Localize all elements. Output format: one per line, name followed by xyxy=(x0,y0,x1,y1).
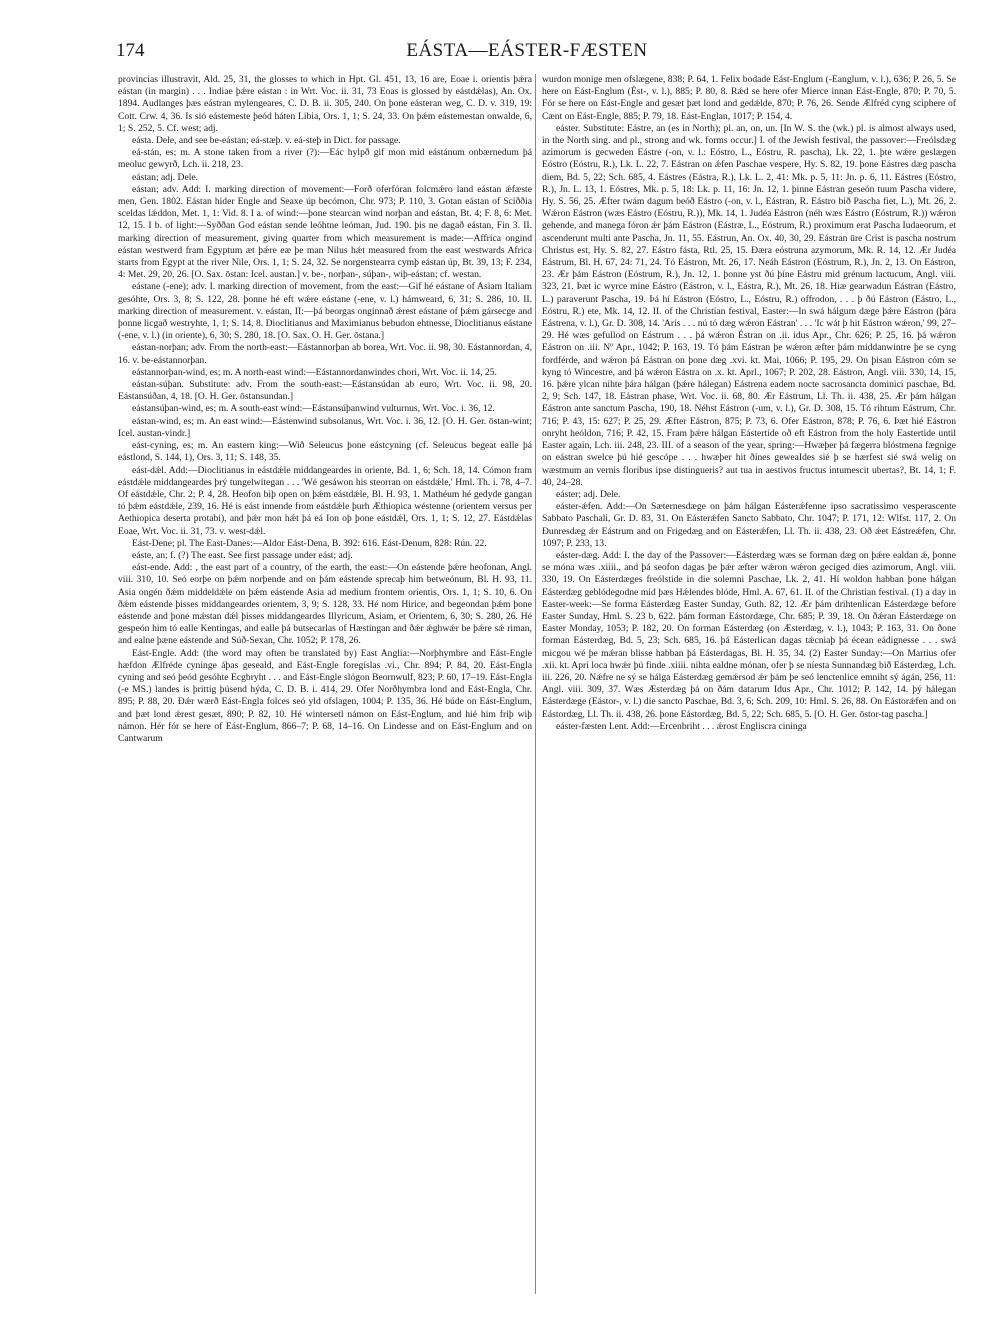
right-column xyxy=(542,74,956,1294)
entry-paragraph: eástan-súþan. Substitute: adv. From the south-east:—Eástansúdan ab euro, Wrt. Voc. ii. 98, 20. Eástansúðan, 4, 18. [O. H. Ger. ōstansundan.] xyxy=(118,379,532,403)
entry-paragraph: eástan-norþan; adv. From the north-east:—Eástannorþan ab borea, Wrt. Voc. ii. 98, 30. Eástannordan, 4, 16. v. be-eástannorþan. xyxy=(118,342,532,366)
entry-paragraph: eáster; adj. Dele. xyxy=(556,488,621,500)
entry-paragraph: Eást-Engle. Add: (the word may often be translated by) East Anglia:—Norþhymbre and Eást-Engle hæfdon Ælfréde cyninge áþas geseald, and Eást-Engle foregíslas .vi., Chr. 894; P. 84, 20. Eást-Engla cyning and seó þeód gesóhte Ecgbryht . . . and Eást-Engle slógon Beornwulf, 823; P. 60, 17–19. Eást-Engla (-e MS.) landes is þrittig þúsend hýda, C. D. B. i. 414, 29. Ofer Norðhymbra lond and Eást-Engla, Chr. 895; P. 88, 20. Ðǽr wærð Eást-Engla folces seó yld ofslagen, 1004; P. 135, 36. Hé búde on Eást-Englum, and þæt lond ǽrest gesæt, 890; P. 82, 10. Hé wintersetl námon on Eást-Englum, and hié him friþ wiþ námon. Hér fór se here of Eást-Englum, 866–7; P. 68, 14–16. On Lindesse and on Eást-Englum and on Cantwarum xyxy=(118,647,532,744)
entry-paragraph: eáster-fæsten Lent. Add:—Ercenbriht . . . ǽrost Engliscra cininga xyxy=(556,720,807,732)
entry-paragraph: eásta. Dele, and see be-eástan; eá-stæþ. v. eá-steþ in Dict. for passage. xyxy=(132,135,401,147)
entry-paragraph: wurdon monige men ofslægene, 838; P. 64, 1. Felix bodade Eást-Englum (-Eanglum, v. l.), 636; P. 26, 5. Se here on Eást-Englum (Ést-, v. l.), 885; P. 80, 8. Rǽd se here ofer Mierce innan Eást-Engle, 870; P. 70, 5. Fór se here on Eást-Engle and gesæt þæt lond and gedǽlde, 870; P. 76, 26. Sende Ælfréd cyng sciphere of Cænt on Eást-Engle, 885; P. 79, 18. Eást-Englan, 1017; P. 154, 4. xyxy=(542,74,956,122)
entry-paragraph: eástannorþan-wind, es; m. A north-east wind:—Eástannordanwindes chori, Wrt. Voc. ii. 14, 25. xyxy=(132,366,497,378)
entry-paragraph: eástan; adj. Dele. xyxy=(132,171,199,183)
entry-paragraph: eást-ende. Add: , the east part of a country, of the earth, the east:—On eástende þǽre heofonan, Angl. viii. 310, 10. Seó eorþe on þǽm norþende and on þám eástende sprecaþ him betweónum, Bl. H. 93, 11. Asia ongén ðǽm middeldǽle on þǽm eástende Asia ad medium frontem orientis, Ors. 1, 1; S. 10, 6. On ðǽm eástende þisses middangeardes orientem, 3, 9; S. 128, 33. Hé nom Hirice, and begeondan þǽm þone eástende and þone mǽstan dǽl þisses middangeardes Illyricum, Asiam, et Orientem, 6, 30; S. 280, 26. Hé gespeón him tó ealle Kentingas, and ealle þá butsecarlas of Hæstingan and ðǽr ǽghwǽr be þǽre sǽ riman, and ealne þæne eástende and Súð-Sexan, Chr. 1052; P. 178, 26. xyxy=(118,562,532,647)
entry-paragraph: eáster-ǽfen. Add:—On Sæternesdæge on þám hálgan Eásterǽfenne ipso sacratissimo vesperascente Sabbato Paschali, Gr. D. 83, 31. On Eásterǽfen Sancto Sabbato, Chr. 1047; P. 171, 12: Wlfst. 117, 2. On Đunresdæg ǽr Eástrum and on Frigedæg and on Eásterǽfen, Ll. Th. ii. 438, 23. Oð ǽet Eástreǽfen, Chr. 1097; P. 233, 13. xyxy=(542,501,956,549)
entry-paragraph: eástan-wind, es; m. An east wind:—Eástenwind subsolanus, Wrt. Voc. i. 36, 12. [O. H. Ger. ōstan-wint; Icel. austan-vindr.] xyxy=(118,415,532,439)
running-head xyxy=(112,40,942,66)
entry-paragraph: eást-cyning, es; m. An eastern king:—Wið Seleucus þone eástcyning (cf. Seleucus begeat ealle þá eástlond, S. 144, 1), Ors. 3, 11; S. 148, 35. xyxy=(118,440,532,464)
entry-paragraph: eáste, an; f. (?) The east. See first passage under eást; adj. xyxy=(132,549,353,561)
entry-paragraph: eástan; adv. Add: I. marking direction of movement:—Forð oferfóran folcmǽro land eástan ǽfæste men, Gen. 1802. Eástan hider Engle and Seaxe úp becómon, Chr. 973; P. 110, 3. Gotan eástan of Scíððia sceldas lǽddon, Met. 1, 1: Vid. 8. I a. of wind:—þone stearcan wind norþan and eástan, Bt. 4; F. 8, 6: Met. 12, 15. I b. of light:—Syððan God eástan sende leóhtne leóman, Jud. 190. þis ne dagað eástan, Fin 3. II. marking direction of measurement, giving quarter from which measurement is made:—Affrica ongind eástan westwerd fram Egyptum æt þǽre eæ þe man Nilus hǽt measured from the east westwards Africa starts from Egypt at the river Nile, Ors. 1, 1; S. 24, 32. Se norgenstearra cymþ eástan úp, Bt. 39, 13; F. 234, 4: Met. 29, 20, 26. [O. Sax. ōstan: Icel. austan.] v. be-, norþan-, súþan-, wiþ-eástan; cf. westan. xyxy=(118,183,532,281)
page-number: 174 xyxy=(116,40,145,61)
entry-paragraph: eáster-dæg. Add: I. the day of the Passover:—Eásterdæg wæs se forman dæg on þǽre ealdan ǽ, þonne se móna wæs .xiiii., and þá seofon dagas þe þǽr æfter wǽron wǽron geciged dies azimorum, Angl. viii. 330, 19. On Eásterdæges freólstíde in die solemni Paschae, Lk. 2, 41. Hí woldon habban þone hálgan Eásterdæg geblódegodne mid þæs Hǽlendes blóde, Hml. A. 67, 61. II. of the Christian festival. (1) a day in Easter-week:—Se forma Eásterdæg Easter Sunday, Guth. 82, 12. Ær þám drihtenlican Eásterdæge before Easter Sunday, Hml. S. 23 b, 622. þám forman Eástordæge, Chr. 685; P. 39, 18. On ðǽran Eásterdæge on Easter Monday, 1053; P. 182, 20. On forman Eásterdæg (on Æsterdæg, v. l.), 1043; P. 163, 31. On ðone forman Eásterdæg, Bd. 5, 23; Sch. 685, 16. þá Eásterlican dagas tǽcniaþ þá écean eádignesse . . . swá micgou wé þe mǽran blisse habban þá Eásterdagas, Bl. H. 35, 34. (2) Easter Sunday:—On Martius ofer .xii. kt. Apri loca hwǽr þú finde .xiiii. nihta ealdne mónan, ofer þ se níesta Sunnandæg bið Eásterdæg, Lch. iii. 226, 20. Nǽfre ne sý se hálga Eásterdæg gemǽrsod ǽr þám þe seó lenctenlice emniht sý ágán, 256, 11: Angl. viii. 309, 37. Wæs Æsterdæg þá on ðám datarum Idus Apr., Chr. 1012; P. 142, 14. þý hálegan Eásterdæge (Eástor-, v. l.) die sancto Paschae, Bd. 3, 6; Sch. 209, 10: Hml. S. 26, 88. On Eástorǽfen and on Eástordæg, Ll. Th. ii. 438, 26. þone Eástordæg, Bd. 5, 22; Sch. 685, 5. [O. H. Ger. ōstor-tag pascha.] xyxy=(542,549,956,720)
entry-paragraph: Eást-Dene; pl. The East-Danes:—Aldor Eást-Dena, B. 392: 616. Eást-Denum, 828: Rún. 22. xyxy=(132,537,487,549)
page-title: EÁSTA—EÁSTER-FÆSTEN xyxy=(406,40,648,61)
entry-paragraph: eá-stán, es; m. A stone taken from a river (?):—Eác hylpð gif mon mid eástánum onbærnedum þá meoluc gewyrð, Lch. ii. 218, 23. xyxy=(118,147,532,171)
entry-paragraph: eástansúþan-wind, es; m. A south-east wind:—Eástansúþanwind vulturnus, Wrt. Voc. i. 36, 12. xyxy=(132,403,495,415)
left-column xyxy=(118,74,532,1294)
entry-paragraph: eást-dǽl. Add:—Dioclitianus in eástdǽle middangeardes in oriente, Bd. 1, 6; Sch. 18, 14. Cómon fram eástdǽle middangeardes þrý tungelwítegan . . . 'Wé gesáwon his steorran on eástdǽle,' Hml. Th. i. 78, 4–7. Of eástdǽle, Chr. 2; P. 4, 28. Heofon biþ open on þǽm eástdǽle, Bl. H. 93, 1. Mathéum hé gedyde gangan tó þǽm eástdǽle, 239, 16. Hé is eást innende from eástdǽle þurh Æthiopica wéstenne (orientem versus per Aethiopica deserta protabi), and þǽr mon hǽt þá eá Ion oþ þone eástdǽl, Ors. 1, 1; S. 12, 27. Eástdǽlas Eoae, Wrt. Voc. ii. 31, 73. v. west-dǽl. xyxy=(118,464,532,537)
entry-paragraph: eástane (-ene); adv. I. marking direction of movement, from the east:—Gif hé eástane of Asiam Italiam gesóhte, Ors. 3, 8; S. 122, 28. þonne hé eft wǽre eástane (-ene, v. l.) hámweard, 6, 31; S. 286, 10. II. marking direction of measurement. v. eástan, II:—þá beorgas onginnað ǽrest eástane of þǽm gársecge and þonne licgað westryhte, 1, 1; S. 14, 8. Dioclitianus and Maximianus bebudon ehtnesse, Dioclitianus eástane (-ene, v. l.) (in oriente), 6, 30; S. 280, 18. [O. Sax. O. H. Ger. ōstana.] xyxy=(118,281,532,342)
entry-paragraph: provincias illustravit, Ald. 25, 31, the glosses to which in Hpt. Gl. 451, 13, 16 are, Eoae i. orientis þǽra eástan (in margin) . . . Indiae þǽre eástan : in Wrt. Voc. ii. 31, 73 Eoas is glossed by eástdǽlas), An. Ox. 1894. Audlanges þæs eástran mylengeares, C. D. B. ii. 305, 240. On þone eásteran weg, C. D. v. 319, 19: Cott. Crw. 4, 36. Is sió eástemeste þeód háten Libia, Ors. 1, 1; S. 24, 33. On þǽm eástemestan onwalde, 6, 1; S. 252, 5. Cf. west; adj. xyxy=(118,74,532,134)
column-divider xyxy=(535,74,536,1294)
entry-paragraph: eáster. Substitute: Eástre, an (es in North); pl. an, on, un. [In W. S. the (wk.) pl. is almost always used, in the North sing. and pl., strong and wk. forms occur.] I. of the Jewish festival, the passover:—Freólsdæg azimorum is gecweden Eástre (-on, v. l.: Eóstro, L., Eóstru, R. pascha), Lk. 22, 1. þte wǽre geslægen Eóstro (Eóstru, R.), Lk. L. 22, 7. Eástran on ǽfen Paschae vespere, Hy. S. 82, 19. þone Eástres dæg pascha diem, Bd. 5, 22; Sch. 685, 4. Eástres (Eástra, R.), Lk. L. 2, 41: Mk. p. 5, 11: Jn. p. 6, 11. Eástres (Eóstro, R.), Jn. L. 13, 1. Eóstres, Mk. p. 5, 18: Lk. p. 11, 16: Jn. 12, 1. þinne Eástran geseón tuum Pascha videre, Hy. S. 56, 25. Æfter twám dagum beóð Eástro (-on, v. l., Eástran, R. Eástro bið Pascha fiet, L.), Mt. 26, 2. Wǽron Eástron (wæs Eástro (Eóstru, R.)), Mk. 14, 1. Judéa Eástron (néh wæs Eástro (Eóstrum, R.)) wǽron gehende, and manega fóron ǽr þám Eástron (Eástræ, L., Eóstrum, R.) proximum erat Pascha Iudaeorum, et ascenderunt multi ante Pascha, Jn. 11, 55. Eástrun, An. Ox. 40, 30, 29. Eástran ūre Críst is pascha nostrum Christus est, Hy. S. 82, 27. Eástro fásta, Rtl. 25, 15. Ðæra eóstruna azymorum, Mk. R. 14, 12. Ær Judéa Eástrum, Bl. H. 67, 24: 71, 24. Tó Eástron, Mt. 26, 17. Neáh Eástron (Eóstrum, R.), Jn. 2, 13. On Eástron, 23. Ær þám Eástron (Eóstrum, R.), Jn. 12, 1. þonne yst ðú þíne Eástru mid grénum lactucum, Angl. viii. 323, 21. Þæt ic wyrce míne Eástro (Eástron, v. l., Eástra, R.), Mt. 26, 18. Hiæ gearwadun Eástran (Eástro, L.) paraverunt Pascha, 19. Þá hí Eástron (Eóstro, L., Eóstru, R.) offrodon, . . . þ ðú Eástron (Eástro, L., Eóstru, R.) ete, Mk. 14, 12. II. of the Christian festival, Easter:—In swá hálgum dæge þǽre Eástron (þára Eástrena, v. l.), Gr. D. 308, 14. 'Arís . . . nú tó dæg wǽron Eástran' . . . 'Ic wát þ hit Eástron wǽron,' 99, 27–29. Hé wæs gefullod on Eástrum . . . þá wǽron Éstran on .ii. idus Apr., Chr. 626; P. 25, 16. þá wǽron Eástron on .iii. Nº Apr., 1042; P. 163, 19. Tó þám Eástran þe wǽron æfter þám middanwintre þe se cyng fordférde, and wǽron þá Eástran on þone dæg .xvi. kt. Mai, 1066; P. 195, 29. On þisan Eástron cóm se kyng tó Wincestre, and þá wǽron Eástra on .x. kt. Aprl., 1067; P. 202, 28. Eástron, Angl. viii. 330, 14, 15, 16. þǽre ylcan nihte þára hálgan (þǽre hálegan) Eástrena eadem nocte sacrosancta dominici paschae, Bd. 2, 9; Sch. 147, 18. Eástran phase, Wrt. Voc. ii. 68, 80. Ær Eástrum, Ll. Th. ii. 438, 25. Ær þám hálgan Eástron ante sanctum Pascha, 190, 18. Néhst Eástron (-um, v. l.), Gr. D. 308, 15. Tó rihtum Eástrum, Chr. 716; P. 43, 15: 627; P. 25, 29. Æfter Eástron, 875; P. 73, 6. Ofer Eástron, 878; P. 76, 6. Þæt hié Eástron onryht heóldon, 716; P. 42, 15. Fram þǽre hálgan Eástertíde oð eft Eástron from the holy Eastertide until Easter again, Lch. iii. 248, 23. III. of a season of the year, spring:—Hwæþer þá fægerra blóstmena fægnige on eástran swelce þú hié gescópe . . . hwæþer hit ðínes geweaIdes sié þ se hærfest sié swá welig on wæstmum an vernis floribus ipse distingueris? aut tua in aestivos fructus intumescit ubertas?, Bt. 14, 1; F. 40, 24–28. xyxy=(542,122,956,488)
